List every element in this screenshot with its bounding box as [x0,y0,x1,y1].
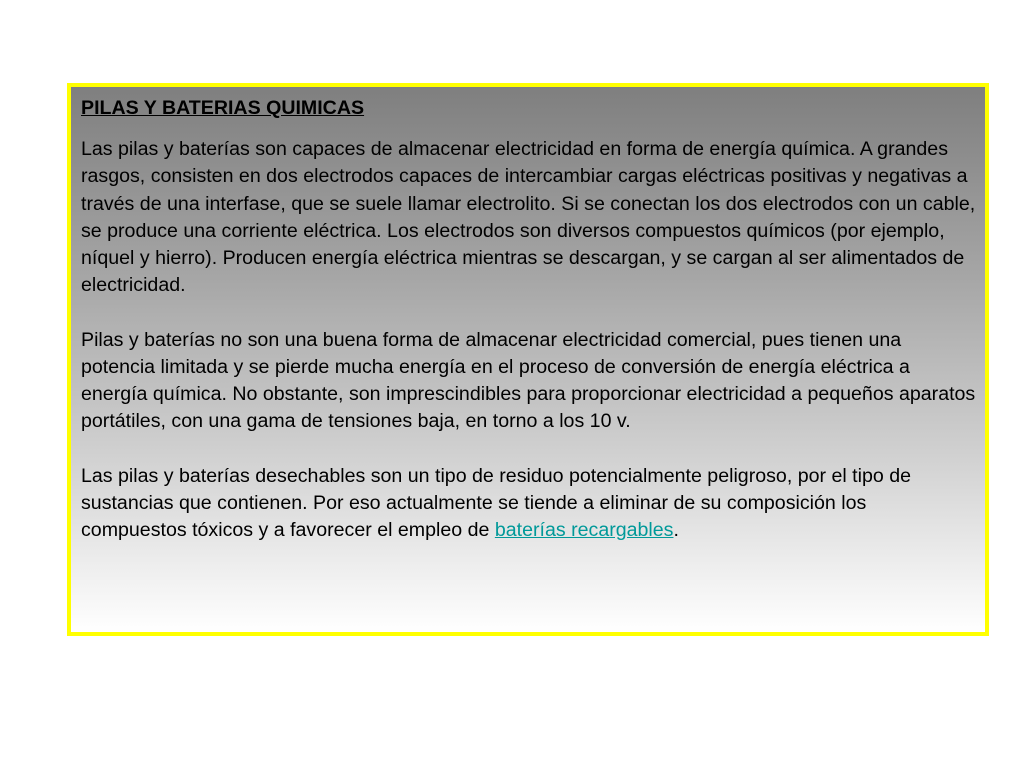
paragraph-3-end: . [673,519,679,542]
paragraph-3 [81,463,977,545]
paragraph-1: Las pilas y baterías son capaces de almacenar electricidad en forma de energía química. A grandes rasgos, consisten en dos electrodos capaces de intercambiar cargas eléctricas positivas y negativas a través de una interfase, que se suele llamar electrolito. Si se conectan los dos electrodos con un cable, se produce una corriente eléctrica. Los electrodos son diversos compuestos químicos (por ejemplo, níquel y hierro). Producen energía eléctrica mientras se descargan, y se cargan al ser alimentados de electricidad. [81,138,976,297]
slide-title: PILAS Y BATERIAS QUIMICAS [81,97,365,119]
paragraph-3-text: Las pilas y baterías desechables son un tipo de residuo potencialmente peligroso, por el tipo de sustancias que contienen. Por eso actualmente se tiende a eliminar de su composición los compuestos tóxicos y a favorecer el empleo de [81,464,911,542]
rechargeable-batteries-link[interactable]: baterías recargables [494,519,674,542]
content [81,95,977,571]
text-box [67,83,989,636]
paragraph-2: Pilas y baterías no son una buena forma de almacenar electricidad comercial, pues tienen una potencia limitada y se pierde mucha energía en el proceso de conversión de energía eléctrica a energía química. No obstante, son imprescindibles para proporcionar electricidad a pequeños aparatos portátiles, con una gama de tensiones baja, en torno a los 10 v. [81,328,976,433]
